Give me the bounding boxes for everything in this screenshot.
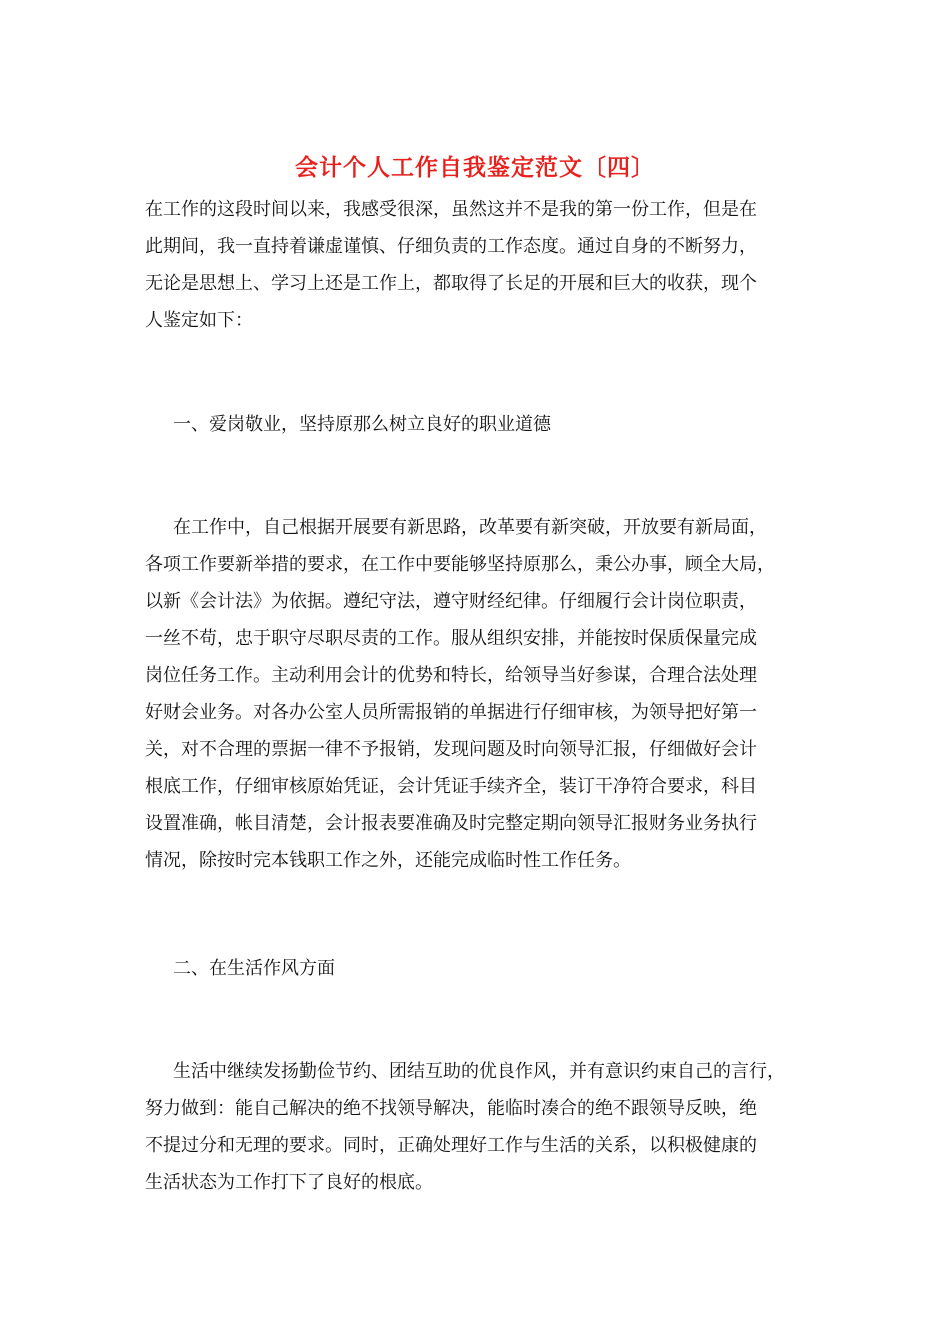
section-heading-1: 一、爱岗敬业，坚持原那么树立良好的职业道德	[173, 414, 551, 435]
paragraph-line: 以新《会计法》为依据。遵纪守法，遵守财经纪律。仔细履行会计岗位职责，	[145, 591, 757, 612]
intro-paragraph	[145, 191, 825, 339]
paragraph-line: 情况，除按时完本钱职工作之外，还能完成临时性工作任务。	[145, 850, 631, 871]
paragraph-line: 好财会业务。对各办公室人员所需报销的单据进行仔细审核，为领导把好第一	[145, 702, 757, 723]
paragraph-line: 人鉴定如下：	[145, 310, 253, 331]
paragraph-line: 生活中继续发扬勤俭节约、团结互助的优良作风，并有意识约束自己的言行，	[173, 1061, 785, 1082]
section2-paragraph	[145, 1053, 825, 1201]
paragraph-line: 根底工作，仔细审核原始凭证，会计凭证手续齐全，装订干净符合要求，科目	[145, 776, 757, 797]
paragraph-line: 努力做到：能自己解决的绝不找领导解决，能临时凑合的绝不跟领导反映，绝	[145, 1098, 757, 1119]
paragraph-line: 设置准确，帐目清楚，会计报表要准确及时完整定期向领导汇报财务业务执行	[145, 813, 757, 834]
paragraph-line: 关，对不合理的票据一律不予报销，发现问题及时向领导汇报，仔细做好会计	[145, 739, 757, 760]
paragraph-line: 在工作的这段时间以来，我感受很深，虽然这并不是我的第一份工作，但是在	[145, 199, 757, 220]
section-heading-2: 二、在生活作风方面	[173, 958, 335, 979]
paragraph-line: 不提过分和无理的要求。同时，正确处理好工作与生活的关系，以积极健康的	[145, 1135, 757, 1156]
paragraph-line: 岗位任务工作。主动利用会计的优势和特长，给领导当好参谋，合理合法处理	[145, 665, 757, 686]
section1-paragraph	[145, 509, 825, 879]
paragraph-line: 生活状态为工作打下了良好的根底。	[145, 1172, 433, 1193]
paragraph-line: 一丝不苟，忠于职守尽职尽责的工作。服从组织安排，并能按时保质保量完成	[145, 628, 757, 649]
paragraph-line: 在工作中，自己根据开展要有新思路，改革要有新突破，开放要有新局面，	[173, 517, 767, 538]
paragraph-line: 各项工作要新举措的要求，在工作中要能够坚持原那么，秉公办事，顾全大局，	[145, 554, 775, 575]
paragraph-line: 无论是思想上、学习上还是工作上，都取得了长足的开展和巨大的收获，现个	[145, 273, 757, 294]
document-title: 会计个人工作自我鉴定范文〔四〕	[295, 154, 655, 181]
paragraph-line: 此期间，我一直持着谦虚谨慎、仔细负责的工作态度。通过自身的不断努力，	[145, 236, 757, 257]
